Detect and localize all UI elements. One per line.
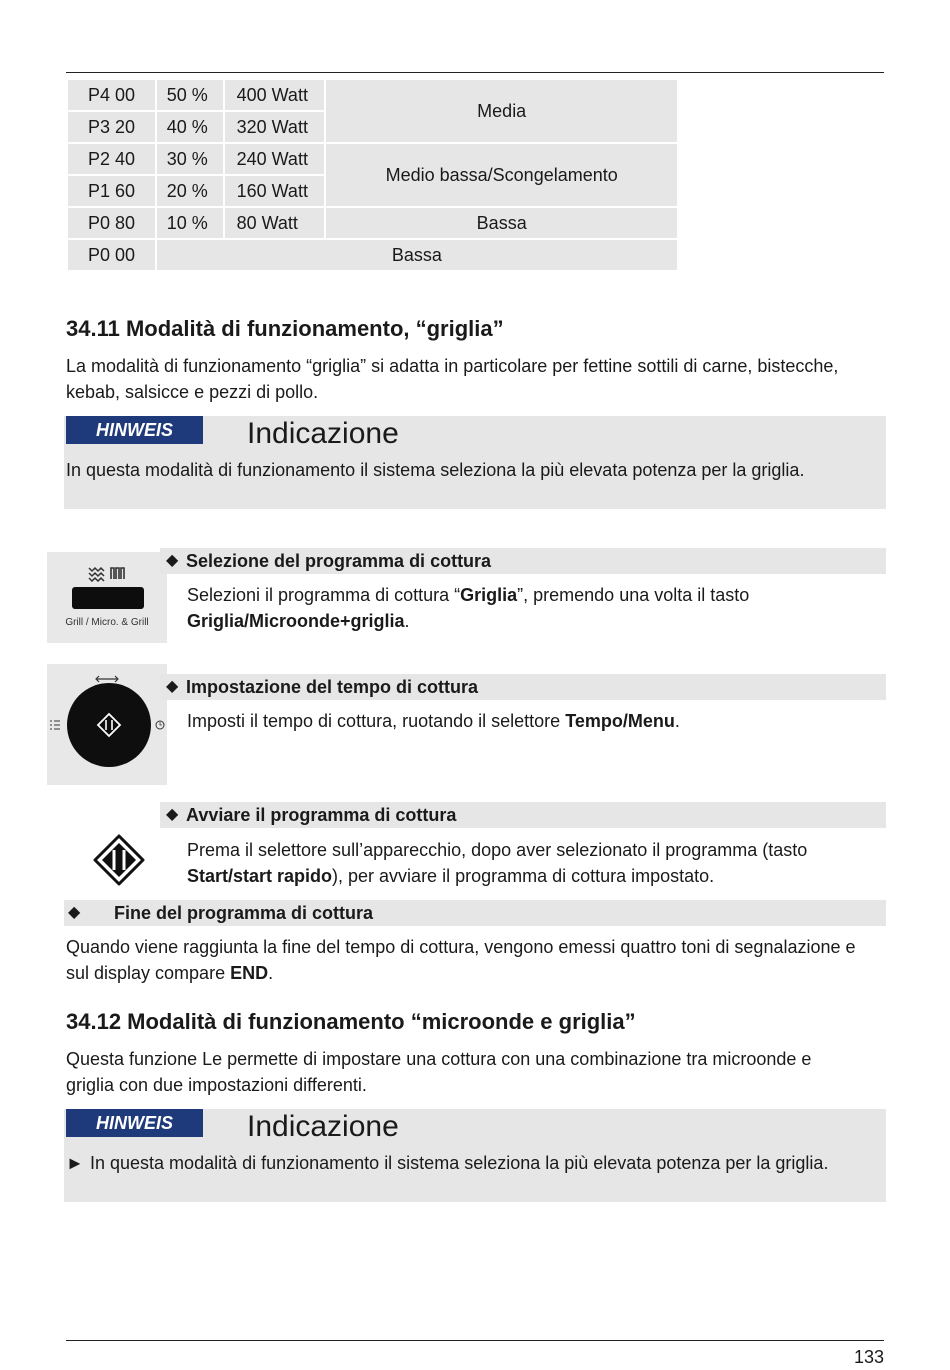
power-percent: 50 % (156, 79, 224, 111)
hinweis-badge: HINWEIS (66, 1109, 203, 1137)
bold-run: Griglia (460, 585, 518, 605)
section-heading: 34.12 Modalità di funzionamento “microonde e griglia” (66, 1009, 636, 1034)
table-row (67, 79, 678, 111)
text-run: . (674, 711, 680, 731)
power-watt: 240 Watt (224, 143, 326, 175)
top-rule (66, 72, 884, 73)
power-code: P2 40 (67, 143, 156, 175)
step-heading (160, 674, 886, 700)
section-intro: Questa funzione Le permette di impostare una cottura con una combinazione tra microonde e griglia con due impostazioni differenti. (66, 1049, 812, 1095)
bottom-rule (66, 1340, 884, 1341)
text-run: ), per avviare il programma di cottura impostato. (332, 866, 715, 886)
step-heading (160, 802, 886, 828)
power-watt: 320 Watt (224, 111, 326, 143)
text-run: Imposti il tempo di cottura, ruotando il selettore (187, 711, 566, 731)
text-run: . (268, 963, 274, 983)
diamond-bullet-icon: ◆ (166, 552, 179, 569)
step-heading (160, 548, 886, 574)
power-level-table (66, 78, 679, 272)
diamond-bullet-icon: ◆ (68, 904, 81, 921)
section-intro: La modalità di funzionamento “griglia” si adatta in particolare per fettine sottili di carne, bistecche, kebab, salsicce e pezzi di pollo. (66, 356, 839, 402)
step-text (187, 708, 877, 734)
step-text (187, 582, 877, 634)
page-number: 133 (853, 1347, 884, 1367)
section-heading: 34.11 Modalità di funzionamento, “griglia” (66, 316, 504, 341)
step-text (187, 837, 877, 889)
time-menu-dial-illustration (47, 664, 167, 785)
triangle-bullet-icon: ► (66, 1153, 84, 1173)
grill-button-label: Grill / Micro. & Grill (65, 617, 149, 628)
time-menu-dial-icon (47, 664, 167, 785)
text-run: Quando viene raggiunta la fine del tempo di cottura, vengono emessi quattro toni di segnalazione e sul display compare (66, 937, 856, 983)
power-watt: 160 Watt (224, 175, 326, 207)
step-title: Selezione del programma di cottura (186, 551, 492, 571)
power-percent: 20 % (156, 175, 224, 207)
note-text: In questa modalità di funzionamento il sistema seleziona la più elevata potenza per la griglia. (90, 1153, 829, 1173)
note-box (64, 1109, 886, 1202)
note-text: In questa modalità di funzionamento il sistema seleziona la più elevata potenza per la griglia. (66, 460, 805, 480)
bold-run: Start/start rapido (187, 866, 333, 886)
power-level-label: Bassa (156, 239, 678, 271)
step-text (66, 934, 856, 986)
step-title: Avviare il programma di cottura (186, 805, 457, 825)
text-run: Selezioni il programma di cottura “ (187, 585, 461, 605)
power-level-label: Media (325, 79, 678, 143)
power-percent: 30 % (156, 143, 224, 175)
start-button-icon (93, 834, 145, 886)
step-title: Fine del programma di cottura (114, 903, 374, 923)
grill-button-illustration (47, 552, 167, 643)
bold-run: Griglia/Microonde+griglia (187, 611, 405, 631)
table-row (67, 239, 678, 271)
table-row (67, 143, 678, 175)
text-run: Prema il selettore sull’apparecchio, dopo aver selezionato il programma (tasto (187, 840, 808, 860)
text-run: . (404, 611, 410, 631)
grill-button (72, 587, 144, 609)
bold-run: Tempo/Menu (565, 711, 675, 731)
step-title: Impostazione del tempo di cottura (186, 677, 479, 697)
bold-run: END (230, 963, 269, 983)
power-code: P4 00 (67, 79, 156, 111)
power-level-label: Bassa (325, 207, 678, 239)
table-row (67, 207, 678, 239)
power-percent: 40 % (156, 111, 224, 143)
note-box (64, 416, 886, 509)
note-title: Indicazione (247, 1110, 399, 1143)
power-watt: 400 Watt (224, 79, 326, 111)
power-code: P0 00 (67, 239, 156, 271)
diamond-bullet-icon: ◆ (166, 678, 179, 695)
hinweis-badge: HINWEIS (66, 416, 203, 444)
power-level-label: Medio bassa/Scongelamento (325, 143, 678, 207)
note-title: Indicazione (247, 417, 399, 450)
grill-waves-icon (87, 564, 127, 582)
power-code: P0 80 (67, 207, 156, 239)
power-code: P3 20 (67, 111, 156, 143)
power-code: P1 60 (67, 175, 156, 207)
diamond-bullet-icon: ◆ (166, 806, 179, 823)
text-run: ”, premendo una volta il tasto (517, 585, 750, 605)
power-percent: 10 % (156, 207, 224, 239)
step-heading (64, 900, 886, 926)
power-watt: 80 Watt (224, 207, 326, 239)
